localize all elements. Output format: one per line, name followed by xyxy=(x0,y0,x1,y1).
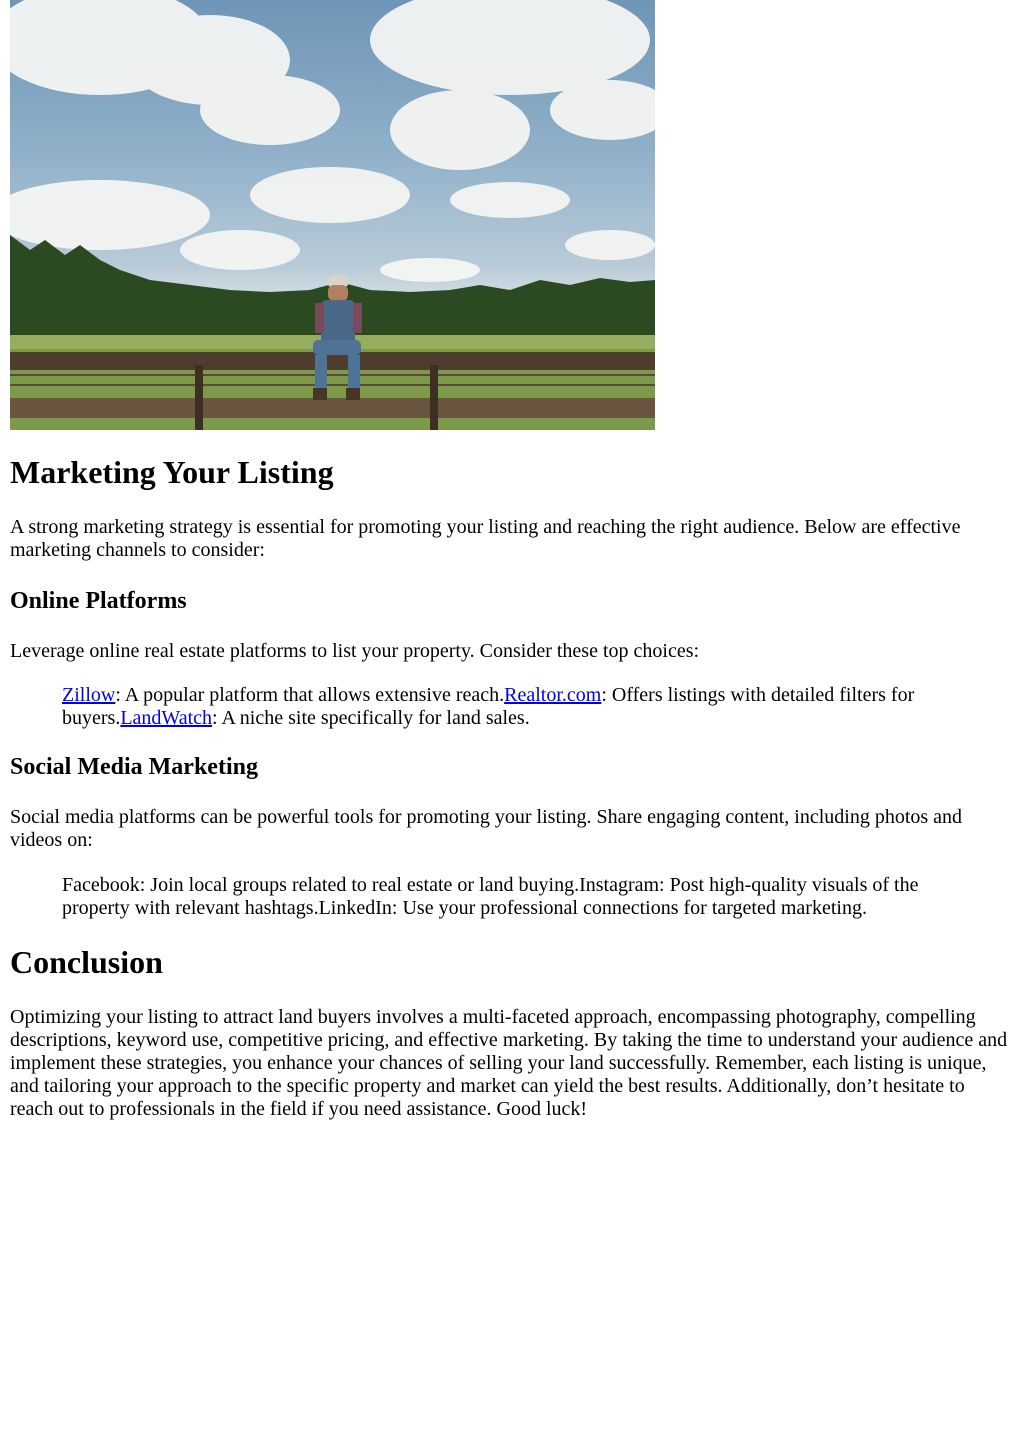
list-item: LinkedIn: Use your professional connections for targeted marketing. xyxy=(318,897,867,919)
article xyxy=(10,0,1010,1120)
marketing-intro: A strong marketing strategy is essential for promoting your listing and reaching the right audience. Below are effective marketing channels to consider: xyxy=(10,516,961,561)
zillow-link[interactable]: Zillow xyxy=(62,684,116,706)
landwatch-link[interactable]: LandWatch xyxy=(120,707,213,729)
online-platforms-intro: Leverage online real estate platforms to list your property. Consider these top choices: xyxy=(10,640,700,662)
landscape-photo-icon xyxy=(10,0,655,430)
conclusion-heading: Conclusion xyxy=(10,944,163,980)
list-item-text: : A popular platform that allows extensive reach. xyxy=(115,684,505,706)
conclusion-body: Optimizing your listing to attract land buyers involves a multi-faceted approach, encompassing photography, compelling descriptions, keyword use, competitive pricing, and effective marketing. By taking the time to understand your audience and implement these strategies, you enhance your chances of selling your land successfully. Remember, each listing is unique, and tailoring your approach to the specific property and market can yield the best results. Additionally, don’t hesitate to reach out to professionals in the field if you need assistance. Good luck! xyxy=(10,1006,1008,1120)
list-item-text: : Offers listings with detailed filters for buyers. xyxy=(62,684,915,729)
social-media-list xyxy=(62,874,962,920)
list-item: Instagram: Post high-quality visuals of the property with relevant hashtags. xyxy=(62,874,919,919)
list-item-text: : A niche site specifically for land sales. xyxy=(212,707,530,729)
hero-image xyxy=(10,0,655,430)
marketing-heading: Marketing Your Listing xyxy=(10,454,334,490)
realtor-link[interactable]: Realtor.com xyxy=(504,684,602,706)
social-media-intro: Social media platforms can be powerful tools for promoting your listing. Share engaging content, including photos and videos on: xyxy=(10,806,963,851)
list-item: Facebook: Join local groups related to real estate or land buying. xyxy=(62,874,580,896)
online-platforms-heading: Online Platforms xyxy=(10,588,187,614)
online-platforms-list xyxy=(62,684,962,730)
social-media-heading: Social Media Marketing xyxy=(10,754,258,780)
